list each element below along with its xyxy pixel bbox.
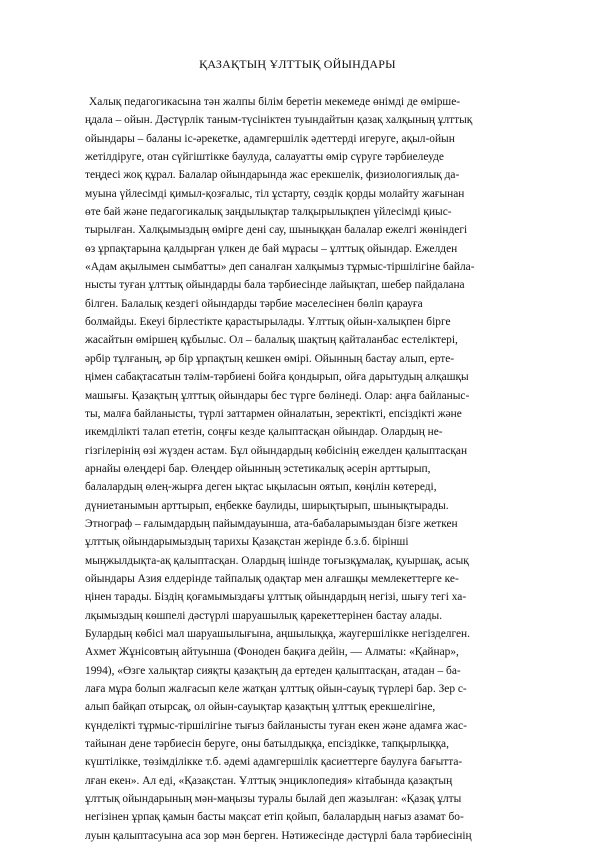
text-line: күштілікке, төзімділікке т.б. әдемі адамгершілік қасиеттерге баулуға бағытта- [85, 756, 463, 769]
text-line: балалардың өлең-жырға деген ықтас ықыласын оятып, көңілін көтереді, [85, 481, 437, 494]
text-line: Ахмет Жұнісовтың айтуынша (Фоноден бақиға дейін, — Алматы: «Қайнар», [85, 646, 459, 659]
text-line: лаға мұра болып жалғасып келе жатқан ұлттық ойын-сауық түрлері бар. Зер с- [85, 683, 467, 695]
text-line: «Адам ақылымен сымбатты» деп саналған халқымыз тұрмыс-тіршілігіне байла- [85, 261, 475, 274]
text-line: ұлттық ойындарының мән-маңызы туралы былай деп жазылған: «Қазақ ұлты [85, 793, 462, 806]
text-line: ойындары – баланы іс-әрекетке, адамгершілік әдеттерді игеруге, ақыл-ойын [85, 132, 455, 145]
text-line: әрбір тұлғаның, әр бір ұрпақтың кешкен өмірі. Ойынның бастау алып, ерте- [85, 352, 455, 365]
text-line: ұлттық ойындарымыздың тарихы Қазақстан жерінде б.з.б. бірінші [85, 536, 409, 549]
text-line: ойындары Азия елдерінде тайпалық одақтар мен алғашқы мемлекеттерге ке- [85, 572, 459, 585]
text-line: нысты туған ұлттық ойындарды бала тәрбиесінде лайықтап, шебер пайдалана [85, 279, 465, 292]
text-line: жетілдіруге, отан сүйгіштікке баулуда, салауатты өмір сүруге тәрбиелеуде [85, 151, 444, 164]
document-body [85, 93, 555, 845]
text-line: күнделікті тұрмыс-тіршілігіне тығыз байланысты туған екен және адамға жас- [85, 719, 467, 732]
text-line: лған екен». Ал еді, «Қазақстан. Ұлттық энциклопедия» кітабында қазақтың [85, 774, 453, 787]
text-line: муына үйлесімді қимыл-қозғалыс, тіл ұстарту, сөздік қорды молайту жағынан [85, 187, 465, 200]
text-line: жасайтын өміршең құбылыс. Ол – балалық шақтың қайталанбас естеліктері, [85, 334, 458, 347]
text-line: Булардың көбісі мал шаруашылығына, аңшылыққа, жаугершілікке негізделген. [85, 627, 470, 640]
text-line: Этнограф – ғалымдардың пайымдауынша, ата-бабаларымыздан бізге жеткен [85, 517, 458, 530]
text-line: лқымыздың көшпелі дәстүрлі шаруашылық қарекеттерінен бастау алады. [85, 609, 443, 622]
text-line: 1994), «Өзге халықтар сияқты қазақтың да ертеден қалыптасқан, атадан – ба- [85, 664, 461, 677]
text-line: арнайы өлеңдері бар. Өлеңдер ойынның эстетикалық әсерін арттырып, [85, 462, 431, 475]
text-line: машығы. Қазақтың ұлттық ойындары бес түрге бөлінеді. Олар: аңға байланыс- [85, 389, 470, 402]
text-line: ты, малға байланысты, түрлі заттармен ойналатын, зеректікті, епсіздікті және [85, 407, 462, 420]
text-line: дүниетанымын арттырып, еңбекке баулиды, ширықтырып, шынықтырады. [85, 499, 449, 512]
text-line: өз ұрпақтарына қалдырған үлкен де бай мұрасы – ұлттық ойындар. Ежелден [85, 242, 458, 255]
text-line: алып байқап отырсақ, ол ойын-сауықтар қазақтың ұлттық ерекшелігіне, [85, 701, 436, 714]
text-line: ңінен тарады. Біздің қоғамымыздағы ұлттық ойындардың негізі, шығу тегі ха- [85, 591, 467, 604]
text-line: мыңжылдықта-ақ қалыптасқан. Олардың ішінде тоғызқұмалақ, қуыршақ, асық [85, 554, 469, 567]
text-line: тайынан дене тәрбиесін беруге, оны батылдыққа, епсіздікке, тапқырлыққа, [85, 738, 449, 751]
text-line: икемділікті талап ететін, соңғы кезде қалыптасқан ойындар. Олардың не- [85, 426, 443, 439]
text-line: тырылған. Халқымыздың өмірге дені сау, шыныққан балалар ежелгі жөніндегі [85, 224, 468, 237]
text-line: теңдесі жоқ құрал. Балалар ойындарында жас ерекшелік, физиологиялық да- [85, 169, 460, 182]
text-line: ңдала – ойын. Дәстүрлік таным-түсініктен туындайтын қазақ халқының ұлттық [85, 114, 473, 127]
text-line: болмайды. Екеуі бірлестікте қарастырылады. Ұлттық ойын-халықпен бірге [85, 316, 451, 329]
text-line: луын қалыптасуына аса зор мән берген. Нәтижесінде дәстүрлі бала тәрбиесінің [85, 829, 472, 842]
text-line: негізінен ұрпақ қамын басты мақсат етіп қойып, балалардың нағыз азамат бо- [85, 811, 464, 824]
text-line: Халық педагогикасына тән жалпы білім беретін мекемеде өнімді де өмірше- [89, 96, 461, 108]
text-line: ңімен сабақтасатын тәлім-тәрбиені бойға қондырып, ойға дарытудың алқашқы [85, 371, 469, 384]
text-line: өте бай және педагогикалық заңдылықтар талқырылықпен үйлесімді қиыс- [85, 206, 452, 219]
text-line: білген. Балалық кездегі ойындарды тәрбие мәселесінен бөліп қарауға [85, 297, 423, 310]
document-title: ҚАЗАҚТЫҢ ҰЛТТЫҚ ОЙЫНДАРЫ [199, 57, 396, 71]
text-line: гізгілерінің өзі жүзден астам. Бұл ойындардың көбісінің ежелден қалыптасқан [85, 444, 468, 457]
